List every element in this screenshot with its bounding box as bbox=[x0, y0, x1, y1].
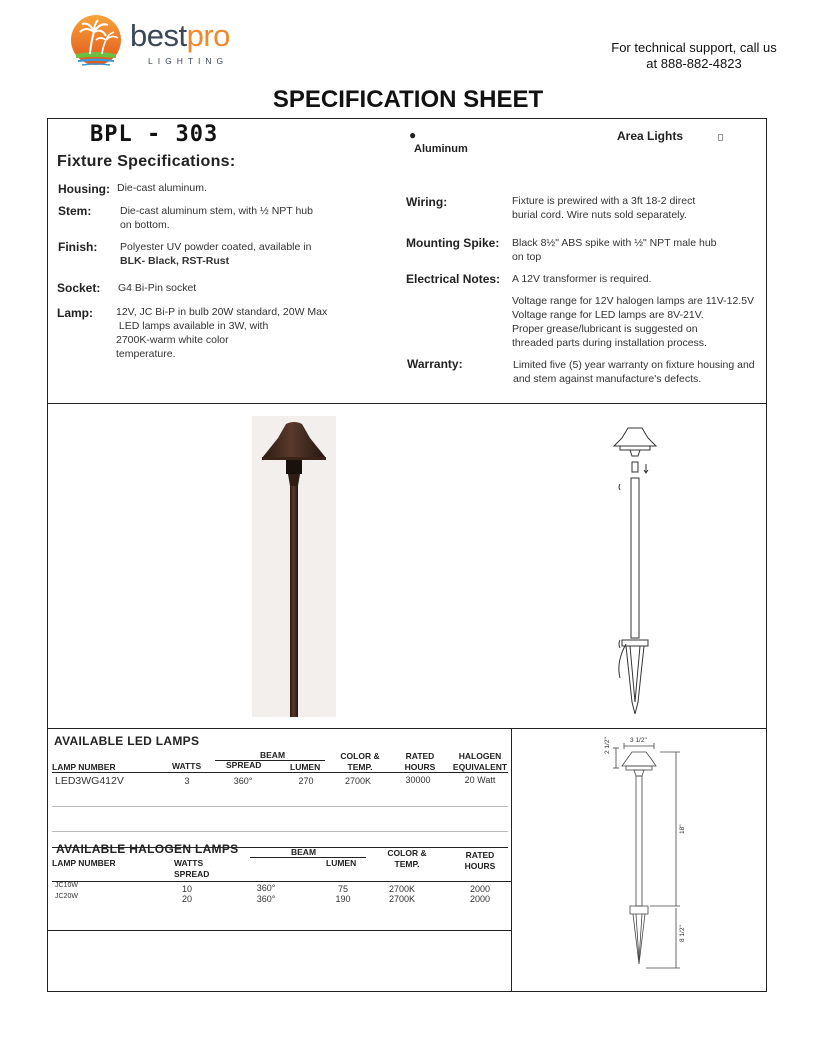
brand-subtitle: LIGHTING bbox=[148, 56, 229, 66]
finish-label: Finish: bbox=[58, 240, 98, 254]
divider-tables-drawing bbox=[511, 728, 512, 992]
halogen-col-rated-hours: RATED HOURS bbox=[464, 850, 496, 871]
lamp-value: 12V, JC Bi-P in bulb 20W standard, 20W Max LED lamps available in 3W, with 2700K-warm white color temperature. bbox=[116, 306, 328, 360]
company-logo bbox=[68, 10, 268, 72]
table-row: JC20W 20 360° 190 2700K 2000 bbox=[55, 893, 491, 904]
wiring-label: Wiring: bbox=[406, 195, 448, 209]
model-number: BPL - 303 bbox=[90, 122, 219, 147]
fixture-line-drawing bbox=[600, 422, 670, 717]
led-row-rule-1 bbox=[52, 806, 508, 807]
electrical-notes-label: Electrical Notes: bbox=[406, 272, 501, 286]
divider-tables-bottom bbox=[47, 930, 512, 931]
halogen-col-watts-spread: WATTS SPREAD bbox=[174, 858, 210, 879]
bullet-icon: ● bbox=[409, 128, 417, 142]
stem-label: Stem: bbox=[58, 204, 92, 218]
checkbox-icon bbox=[718, 134, 723, 141]
led-col-lumen: LUMEN bbox=[290, 762, 321, 772]
material-label: Aluminum bbox=[414, 143, 468, 155]
socket-label: Socket: bbox=[57, 281, 101, 295]
product-photo bbox=[252, 416, 336, 717]
electrical-notes-value: A 12V transformer is required. Voltage range for 12V halogen lamps are 11V-12.5V Voltage range for LED lamps are 8V-21V. Proper grease/lubricant is suggested on threaded parts during installation process. bbox=[512, 273, 755, 349]
divider-specs bbox=[47, 403, 767, 404]
led-col-halogen-equivalent: HALOGEN EQUIVALENT bbox=[452, 751, 508, 772]
palm-sun-logo-icon bbox=[68, 10, 128, 72]
led-col-rated-hours: RATED HOURS bbox=[404, 751, 436, 772]
wiring-value: Fixture is prewired with a 3ft 18-2 direct burial cord. Wire nuts sold separately. bbox=[512, 195, 696, 221]
halogen-col-lumen: LUMEN bbox=[326, 858, 357, 868]
mounting-spike-label: Mounting Spike: bbox=[406, 236, 500, 250]
brand-wordmark: bestpro bbox=[130, 18, 230, 53]
dim-stem-height-label: 18" bbox=[679, 824, 686, 834]
support-contact bbox=[596, 40, 792, 72]
lamp-label: Lamp: bbox=[57, 306, 93, 320]
halogen-strike-rule bbox=[52, 847, 508, 848]
mounting-spike-value: Black 8½" ABS spike with ½" NPT male hub on top bbox=[512, 237, 717, 263]
led-col-watts: WATTS bbox=[172, 761, 202, 771]
table-row: LED3WG412V 3 360° 270 2700K 30000 20 Watt bbox=[55, 775, 496, 787]
socket-value: G4 Bi-Pin socket bbox=[118, 282, 197, 294]
warranty-label: Warranty: bbox=[407, 357, 463, 371]
stem-value: Die-cast aluminum stem, with ½ NPT hub on bottom. bbox=[120, 205, 313, 231]
dim-spike-height-label: 8 1/2" bbox=[679, 925, 686, 942]
fixture-spec-heading: Fixture Specifications: bbox=[57, 153, 236, 170]
led-header-rule bbox=[52, 772, 508, 773]
led-row-rule-2 bbox=[52, 831, 508, 832]
support-line-2: at 888-882-4823 bbox=[646, 56, 742, 71]
dim-width-label: 3 1/2" bbox=[630, 737, 647, 744]
led-table-title: AVAILABLE LED LAMPS bbox=[54, 734, 200, 748]
dim-shade-height-label: 2 1/2" bbox=[604, 737, 611, 754]
led-col-spread: SPREAD bbox=[226, 760, 262, 770]
halogen-col-color-temp: COLOR & TEMP. bbox=[387, 848, 427, 869]
warranty-value: Limited five (5) year warranty on fixture housing and and stem against manufacture's defects. bbox=[513, 359, 755, 385]
page-title: SPECIFICATION SHEET bbox=[272, 86, 544, 113]
halogen-table-title: AVAILABLE HALOGEN LAMPS bbox=[56, 842, 239, 856]
led-col-lamp-number: LAMP NUMBER bbox=[52, 762, 116, 772]
halogen-col-lamp-number: LAMP NUMBER bbox=[52, 858, 116, 868]
housing-label: Housing: bbox=[58, 182, 110, 196]
table-row: JC10W 10 360° 75 2700K 2000 bbox=[55, 882, 491, 894]
led-beam-header: BEAM bbox=[260, 750, 286, 760]
support-line-1: For technical support, call us bbox=[611, 40, 777, 55]
halogen-beam-header: BEAM bbox=[291, 847, 317, 857]
category-label: Area Lights bbox=[617, 129, 684, 143]
divider-images bbox=[47, 728, 767, 729]
housing-value: Die-cast aluminum. bbox=[117, 182, 207, 194]
led-col-color-temp: COLOR & TEMP. bbox=[340, 751, 380, 772]
finish-value: Polyester UV powder coated, available in BLK- Black, RST-Rust bbox=[120, 241, 312, 267]
